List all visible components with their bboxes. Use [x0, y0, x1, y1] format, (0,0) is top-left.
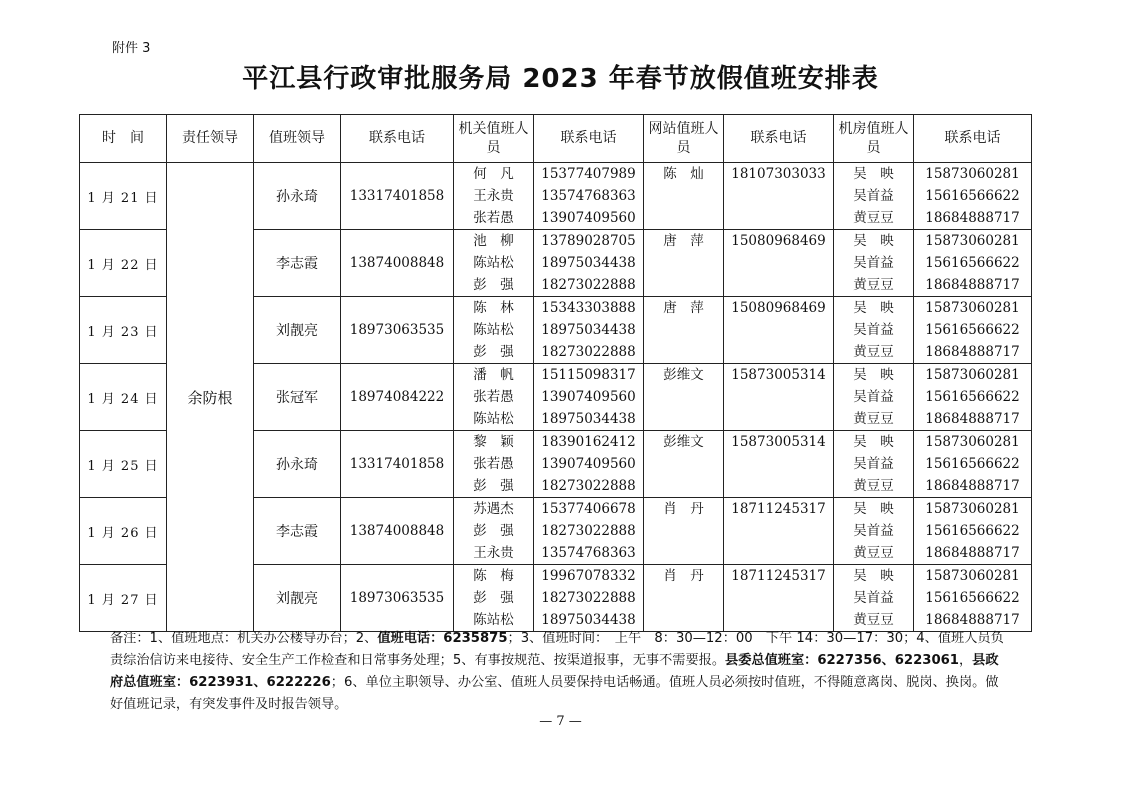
- office-staff: [454, 297, 534, 364]
- office-staff-phone-entry: 18975034438: [541, 322, 636, 338]
- server-room-staff-entry: 吴首益: [853, 590, 894, 606]
- note-text: ；3、值班时间： 上午 8：30—12：00 下午 14：30—17：30；4、值班人员负责综治信访来电接待、安全生产工作检查和日常事务处理；5、有事按规范、按渠道报事，无事不需要报。: [110, 631, 1004, 668]
- office-staff-phone: [534, 498, 644, 565]
- site-staff-entry: 肖 丹: [663, 501, 704, 517]
- office-staff-entry: 彭 强: [473, 277, 514, 293]
- office-staff-phone-entry: 13907409560: [541, 456, 636, 472]
- server-room-staff-phone-entry: 15616566622: [925, 188, 1020, 204]
- page-title: 平江县行政审批服务局 2023 年春节放假值班安排表: [242, 64, 879, 94]
- county-government-duty-room: 县政府总值班室：6223931、6222226: [110, 653, 999, 690]
- office-staff-entry: 陈 林: [473, 300, 514, 316]
- note-text: ；6、单位主职领导、办公室、值班人员要保持电话畅通。值班人员必须按时值班，不得随意离岗、脱岗、换岗。做好值班记录，有突发事件及时报告领导。: [110, 675, 999, 712]
- site-staff-phone: [724, 498, 834, 565]
- duty-leader-phone-cell: 13874008848: [341, 498, 454, 565]
- office-staff: [454, 163, 534, 230]
- site-staff-phone: [724, 565, 834, 632]
- server-room-staff-entry: 吴 映: [853, 300, 894, 316]
- header-responsible-leader: 责任领导: [167, 115, 254, 163]
- header-phone: 联系电话: [534, 115, 644, 163]
- server-room-staff-phone-entry: 18684888717: [925, 210, 1020, 226]
- office-staff-phone: [534, 431, 644, 498]
- office-staff-entry: 陈站松: [473, 255, 514, 271]
- office-staff-phone-entry: 13907409560: [541, 210, 636, 226]
- server-room-staff-entry: 黄豆豆: [853, 344, 894, 360]
- site-staff-entry: 陈 灿: [663, 166, 704, 182]
- server-room-staff: [834, 431, 914, 498]
- office-staff-entry: 彭 强: [473, 344, 514, 360]
- site-staff-phone-entry: 15080968469: [731, 300, 826, 316]
- office-staff-phone: [534, 230, 644, 297]
- office-staff-entry: 陈站松: [473, 322, 514, 338]
- site-staff-entry: 彭维文: [663, 367, 704, 383]
- site-staff-phone-entry: 18711245317: [731, 568, 826, 584]
- site-staff-entry: 彭维文: [663, 434, 704, 450]
- office-staff-phone: [534, 364, 644, 431]
- responsible-leader-cell: 余防根: [167, 163, 254, 632]
- server-room-staff-entry: 吴首益: [853, 322, 894, 338]
- date-cell: 1 月 25 日: [80, 431, 167, 498]
- office-staff-phone-entry: 13907409560: [541, 389, 636, 405]
- office-staff-phone-entry: 18975034438: [541, 411, 636, 427]
- roster-body: [80, 163, 1032, 632]
- site-staff-entry: 肖 丹: [663, 568, 704, 584]
- site-staff-entry: 唐 萍: [663, 233, 704, 249]
- office-staff-entry: 池 柳: [473, 233, 514, 249]
- server-room-staff-entry: 黄豆豆: [853, 545, 894, 561]
- server-room-staff-phone-entry: 15616566622: [925, 523, 1020, 539]
- office-staff-entry: 黎 颖: [473, 434, 514, 450]
- office-staff-entry: 王永贵: [473, 188, 514, 204]
- server-room-staff: [834, 364, 914, 431]
- duty-leader-phone-cell: 13317401858: [341, 431, 454, 498]
- note-sep: ，: [958, 653, 973, 668]
- duty-roster-table: [79, 114, 1032, 632]
- duty-leader-cell: 张冠军: [254, 364, 341, 431]
- duty-leader-cell: 孙永琦: [254, 431, 341, 498]
- site-staff-phone-entry: 15873005314: [731, 434, 826, 450]
- server-room-staff-phone-entry: 15616566622: [925, 389, 1020, 405]
- header-server-room-staff: 机房值班人员: [834, 115, 914, 163]
- header-phone: 联系电话: [724, 115, 834, 163]
- header-duty-leader: 值班领导: [254, 115, 341, 163]
- office-staff-entry: 潘 帆: [473, 367, 514, 383]
- site-staff-phone-entry: 15080968469: [731, 233, 826, 249]
- site-staff-phone: [724, 163, 834, 230]
- office-staff-phone-entry: 18273022888: [541, 478, 636, 494]
- site-staff-phone-entry: 18107303033: [731, 166, 826, 182]
- office-staff-phone-entry: 18390162412: [541, 434, 636, 450]
- office-staff-phone-entry: 15377406678: [541, 501, 636, 517]
- office-staff-entry: 何 凡: [473, 166, 514, 182]
- office-staff-entry: 彭 强: [473, 590, 514, 606]
- server-room-staff: [834, 498, 914, 565]
- county-committee-duty-room: 县委总值班室：6227356、6223061: [725, 653, 959, 668]
- site-staff: [644, 230, 724, 297]
- office-staff-entry: 陈站松: [473, 411, 514, 427]
- duty-leader-cell: 李志霞: [254, 230, 341, 297]
- site-staff-phone: [724, 230, 834, 297]
- server-room-staff-phone: [914, 364, 1032, 431]
- office-staff-entry: 张若愚: [473, 210, 514, 226]
- site-staff-phone-entry: 18711245317: [731, 501, 826, 517]
- site-staff: [644, 163, 724, 230]
- server-room-staff-phone-entry: 18684888717: [925, 344, 1020, 360]
- server-room-staff-entry: 吴 映: [853, 434, 894, 450]
- duty-leader-phone-cell: 18973063535: [341, 297, 454, 364]
- site-staff: [644, 364, 724, 431]
- server-room-staff-entry: 吴 映: [853, 367, 894, 383]
- server-room-staff-phone-entry: 15873060281: [925, 501, 1020, 517]
- date-cell: 1 月 22 日: [80, 230, 167, 297]
- server-room-staff-phone: [914, 230, 1032, 297]
- server-room-staff-entry: 吴首益: [853, 255, 894, 271]
- duty-leader-phone-cell: 13317401858: [341, 163, 454, 230]
- server-room-staff-phone-entry: 18684888717: [925, 612, 1020, 628]
- duty-leader-phone-cell: 18973063535: [341, 565, 454, 632]
- server-room-staff-phone-entry: 15616566622: [925, 590, 1020, 606]
- site-staff-phone: [724, 364, 834, 431]
- attachment-label: 附件 3: [112, 41, 151, 56]
- date-cell: 1 月 23 日: [80, 297, 167, 364]
- server-room-staff-entry: 黄豆豆: [853, 478, 894, 494]
- note-text: 备注：1、值班地点：机关办公楼导办台；2、: [110, 631, 378, 646]
- server-room-staff-phone-entry: 15873060281: [925, 434, 1020, 450]
- server-room-staff-entry: 吴 映: [853, 233, 894, 249]
- date-cell: 1 月 27 日: [80, 565, 167, 632]
- office-staff: [454, 431, 534, 498]
- server-room-staff-phone-entry: 18684888717: [925, 411, 1020, 427]
- office-staff-entry: 彭 强: [473, 523, 514, 539]
- office-staff-phone: [534, 297, 644, 364]
- duty-leader-phone-cell: 18974084222: [341, 364, 454, 431]
- duty-leader-cell: 李志霞: [254, 498, 341, 565]
- office-staff-entry: 陈 梅: [473, 568, 514, 584]
- server-room-staff-phone: [914, 297, 1032, 364]
- server-room-staff: [834, 163, 914, 230]
- server-room-staff-phone: [914, 431, 1032, 498]
- site-staff-entry: 唐 萍: [663, 300, 704, 316]
- site-staff-phone-entry: 15873005314: [731, 367, 826, 383]
- office-staff-phone-entry: 18273022888: [541, 523, 636, 539]
- server-room-staff-entry: 黄豆豆: [853, 411, 894, 427]
- office-staff-phone-entry: 18273022888: [541, 277, 636, 293]
- table-row: [80, 163, 1032, 230]
- office-staff-phone: [534, 163, 644, 230]
- office-staff-phone-entry: 18975034438: [541, 612, 636, 628]
- server-room-staff-phone: [914, 498, 1032, 565]
- header-site-staff: 网站值班人员: [644, 115, 724, 163]
- server-room-staff-phone-entry: 18684888717: [925, 478, 1020, 494]
- server-room-staff-entry: 吴首益: [853, 188, 894, 204]
- site-staff-phone: [724, 297, 834, 364]
- office-staff-phone-entry: 15115098317: [541, 367, 636, 383]
- site-staff: [644, 297, 724, 364]
- duty-phone: 值班电话：6235875: [377, 631, 508, 646]
- server-room-staff: [834, 297, 914, 364]
- server-room-staff-phone-entry: 15616566622: [925, 255, 1020, 271]
- server-room-staff-phone: [914, 163, 1032, 230]
- office-staff-phone-entry: 15343303888: [541, 300, 636, 316]
- office-staff-entry: 苏遇杰: [473, 501, 514, 517]
- office-staff-phone-entry: 19967078332: [541, 568, 636, 584]
- notes: [110, 628, 1010, 716]
- office-staff-phone-entry: 18273022888: [541, 590, 636, 606]
- office-staff-entry: 陈站松: [473, 612, 514, 628]
- header-office-staff: 机关值班人员: [454, 115, 534, 163]
- header-time: 时 间: [80, 115, 167, 163]
- server-room-staff-entry: 吴首益: [853, 523, 894, 539]
- server-room-staff-phone-entry: 15873060281: [925, 166, 1020, 182]
- server-room-staff: [834, 230, 914, 297]
- office-staff-phone-entry: 13574768363: [541, 545, 636, 561]
- office-staff-entry: 张若愚: [473, 389, 514, 405]
- duty-leader-cell: 刘靓亮: [254, 297, 341, 364]
- header-phone: 联系电话: [914, 115, 1032, 163]
- office-staff: [454, 565, 534, 632]
- site-staff-phone: [724, 431, 834, 498]
- office-staff-phone-entry: 18975034438: [541, 255, 636, 271]
- date-cell: 1 月 26 日: [80, 498, 167, 565]
- server-room-staff-phone-entry: 18684888717: [925, 545, 1020, 561]
- server-room-staff-entry: 吴首益: [853, 456, 894, 472]
- header-row: [80, 115, 1032, 163]
- server-room-staff-phone-entry: 15873060281: [925, 233, 1020, 249]
- page-number: — 7 —: [539, 714, 582, 729]
- duty-leader-cell: 刘靓亮: [254, 565, 341, 632]
- server-room-staff-entry: 吴首益: [853, 389, 894, 405]
- server-room-staff-phone-entry: 18684888717: [925, 277, 1020, 293]
- office-staff-phone-entry: 13574768363: [541, 188, 636, 204]
- office-staff: [454, 364, 534, 431]
- site-staff: [644, 431, 724, 498]
- server-room-staff-phone-entry: 15873060281: [925, 568, 1020, 584]
- server-room-staff-phone-entry: 15873060281: [925, 300, 1020, 316]
- office-staff: [454, 498, 534, 565]
- duty-leader-phone-cell: 13874008848: [341, 230, 454, 297]
- office-staff-phone-entry: 18273022888: [541, 344, 636, 360]
- server-room-staff-entry: 黄豆豆: [853, 277, 894, 293]
- server-room-staff-entry: 黄豆豆: [853, 612, 894, 628]
- server-room-staff-phone: [914, 565, 1032, 632]
- office-staff: [454, 230, 534, 297]
- office-staff-entry: 彭 强: [473, 478, 514, 494]
- site-staff: [644, 565, 724, 632]
- server-room-staff-entry: 黄豆豆: [853, 210, 894, 226]
- duty-leader-cell: 孙永琦: [254, 163, 341, 230]
- office-staff-phone: [534, 565, 644, 632]
- server-room-staff-entry: 吴 映: [853, 501, 894, 517]
- site-staff: [644, 498, 724, 565]
- server-room-staff-phone-entry: 15616566622: [925, 322, 1020, 338]
- office-staff-entry: 张若愚: [473, 456, 514, 472]
- office-staff-entry: 王永贵: [473, 545, 514, 561]
- date-cell: 1 月 21 日: [80, 163, 167, 230]
- header-phone: 联系电话: [341, 115, 454, 163]
- office-staff-phone-entry: 13789028705: [541, 233, 636, 249]
- date-cell: 1 月 24 日: [80, 364, 167, 431]
- server-room-staff-entry: 吴 映: [853, 568, 894, 584]
- server-room-staff-phone-entry: 15873060281: [925, 367, 1020, 383]
- server-room-staff-entry: 吴 映: [853, 166, 894, 182]
- server-room-staff-phone-entry: 15616566622: [925, 456, 1020, 472]
- office-staff-phone-entry: 15377407989: [541, 166, 636, 182]
- server-room-staff: [834, 565, 914, 632]
